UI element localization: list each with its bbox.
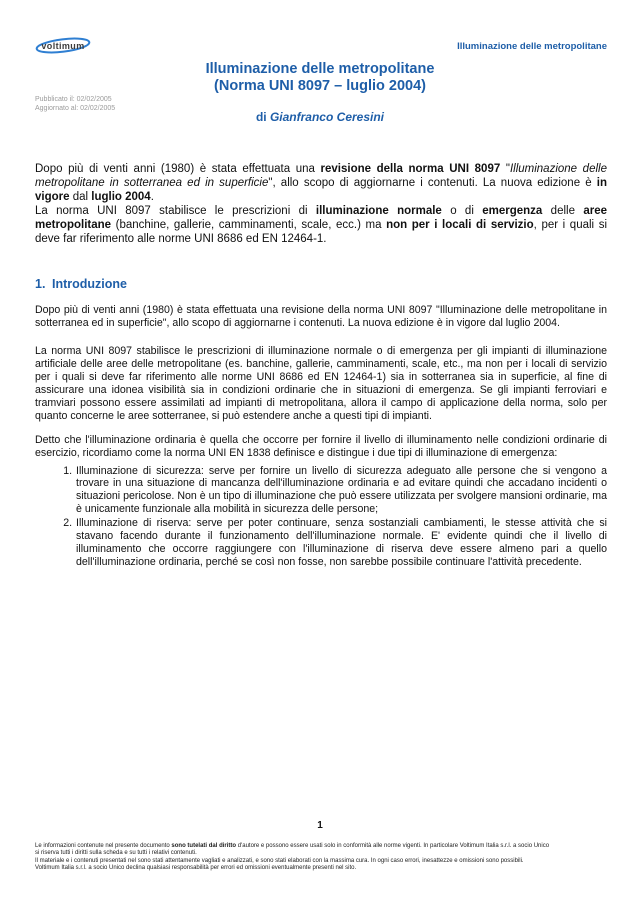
logo-wordmark: voltimum (41, 40, 85, 51)
voltimum-logo (34, 35, 92, 56)
document-title-line2: (Norma UNI 8097 – luglio 2004) (214, 78, 426, 94)
footer-line-2: si riserva tutti i diritti sulla scheda e su tutti i relativi contenuti. (35, 850, 197, 857)
footer-line-4: Voltimum Italia s.r.l. a socio Unico declina qualsiasi responsabilità per errori ed omissioni eventualmente presenti nel sito. (35, 864, 357, 871)
abstract-part-1: Dopo più di venti anni (1980) è stata effettuata una revisione della norma UNI 8097 "Illuminazione delle metropolitane in sotterranea ed in superficie", allo scopo di aggiornarne i contenuti. La nuova edizione è in vigore dal luglio 2004. (35, 163, 607, 203)
document-title-line1: Illuminazione delle metropolitane (205, 61, 435, 77)
emergency-lighting-types-list (35, 465, 607, 569)
list-item-illuminazione-di-sicurezza: 1. Illuminazione di sicurezza: serve per fornire un livello di sicurezza adeguato alle persone che si vengono a trovare in una situazione di mancanza dell'illuminazione ordinaria e ad evitare quindi che accadano incidenti o situazioni pericolose. Non è un tipo di illuminazione che può essere utilizzata per svolgere mansioni ordinarie, ma è unicamente funzionale alla mobilità in sicurezza delle persone; (75, 465, 607, 517)
document-title (0, 61, 640, 95)
running-header-title: Illuminazione delle metropolitane (457, 41, 607, 52)
footer-line-1: Le informazioni contenute nel presente documento sono tutelati dal diritto d'autore e possono essere usati solo in conformità alle norme vigenti. In particolare Voltimum Italia s.r.l. a socio Unico (35, 843, 550, 849)
updated-date: Aggiornato al: 02/02/2005 (35, 105, 116, 112)
footer-disclaimer (35, 843, 612, 872)
document-body (35, 163, 607, 569)
section-1-number: 1. (35, 277, 46, 292)
section-1-paragraph-2: La norma UNI 8097 stabilisce le prescrizioni di illuminazione normale o di emergenza per gli impianti di illuminazione artificiale delle aree delle metropolitane (es. banchine, gallerie, camminamenti, scale, etc., ma non per i locali di servizio per i quali si deve far riferimento alle norme UNI 8686 ed EN 12464-1) sia in sotterranea sia in superficie, al fine di assicurare una idonea visibilità sia in condizioni ordinarie che in situazioni di emergenza. Se gli impianti ferroviari e tramviari possono essere assimilati ad impianti di metropolitana, allora il campo di applicazione della norma, solo per quanto concerne le aree sotterranee, si può estendere anche a questi tipi di impianti. (35, 345, 607, 422)
page-number: 1 (317, 820, 323, 831)
section-1-paragraph-1: Dopo più di venti anni (1980) è stata effettuata una revisione della norma UNI 8097 "Illuminazione delle metropolitane in sotterranea ed in superficie", allo scopo di aggiornarne i contenuti. La nuova edizione è in vigore dal luglio 2004. (35, 304, 607, 330)
published-date: Pubblicato il: 02/02/2005 (35, 96, 112, 103)
author-byline: di Gianfranco Ceresini (255, 110, 385, 124)
section-1-paragraph-3: Detto che l'illuminazione ordinaria è quella che occorre per fornire il livello di illuminamento nelle condizioni ordinarie di esercizio, ricordiamo come la norma UNI EN 1838 definisce e distingue i due tipi di illuminazione di emergenza: (35, 433, 607, 459)
section-1-heading (35, 277, 607, 291)
list-item-illuminazione-di-riserva: 2. Illuminazione di riserva: serve per poter continuare, senza sostanziali cambiamenti, le stesse attività che si stavano facendo durante il funzionamento dell'illuminazione normale. E' evidente quindi che il livello di illuminamento che occorre raggiungere con l'illuminazione di riserva deve essere almeno pari a quello dell'illuminazione ordinaria, perché se così non fosse, non sarebbe possibile continuare l'attività precedente. (75, 517, 607, 569)
abstract-paragraph (35, 163, 607, 246)
footer-line-3: Il materiale e i contenuti presentati nel sono stati attentamente vagliati e analizzati, e sono stati elaborati con la massima cura. In ogni caso errori, inesattezze e omissioni sono possibili. (35, 857, 524, 864)
abstract-part-2: La norma UNI 8097 stabilisce le prescrizioni di illuminazione normale o di emergenza delle aree metropolitane (banchine, gallerie, camminamenti, scale, ecc.) ma non per i locali di servizio, per i quali si deve far riferimento alle norme UNI 8686 ed EN 12464-1. (35, 204, 607, 245)
section-1-title: Introduzione (52, 277, 127, 292)
